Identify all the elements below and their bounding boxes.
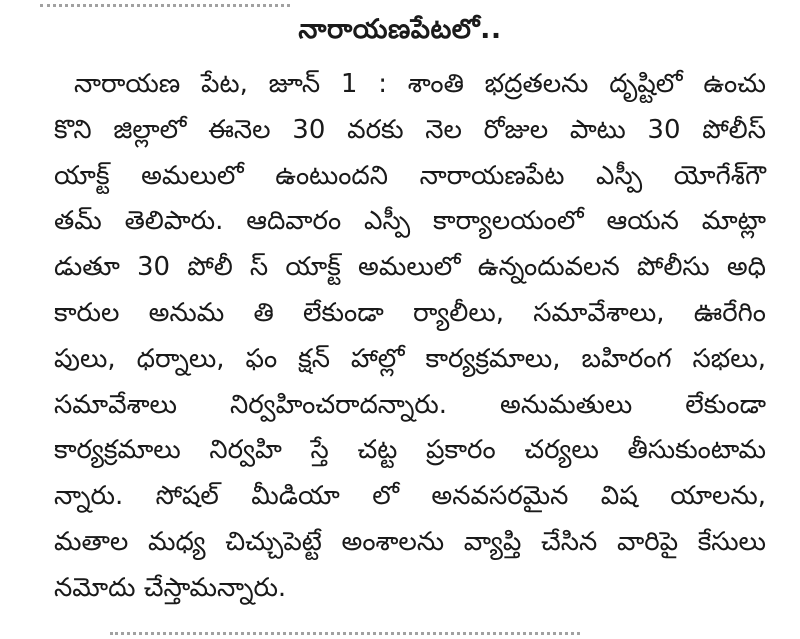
- article-line: తమ్ తెలిపారు. ఆదివారం ఎస్పీ కార్యాలయంలో ఆయన మాట్లా: [54, 206, 766, 237]
- article-line: డుతూ 30 పోలీ స్ యాక్ట్ అమలులో ఉన్నందువలన పోలీసు అధి: [54, 252, 766, 283]
- cut-off-text-top: [40, 0, 290, 7]
- cut-off-text-bottom: [110, 632, 580, 639]
- article-line: నమోదు చేస్తామన్నారు.: [54, 572, 287, 603]
- article-line: పులు, ధర్నాలు, ఫం క్షన్ హాల్లో కార్యక్రమాలు, బహిరంగ సభలు,: [54, 343, 766, 374]
- article-headline: నారాయణపేటలో..: [298, 14, 502, 45]
- article-line: కొని జిల్లాలో ఈనెల 30 వరకు నెల రోజుల పాటు 30 పోలీస్: [54, 114, 766, 145]
- article-body: [54, 62, 766, 612]
- article-line: నారాయణ పేట, జూన్ 1 : శాంతి భద్రతలను దృష్టిలో ఉంచు: [74, 69, 766, 99]
- article-line: కారుల అనుమ తి లేకుండా ర్యాలీలు, సమావేశాలు, ఊరేగిం: [54, 297, 766, 328]
- article-line: యాక్ట్ అమలులో ఉంటుందని నారాయణపేట ఎస్పీ యోగేశ్‌గౌ: [54, 160, 766, 191]
- article-line: సమావేశాలు నిర్వహించరాదన్నారు. అనుమతులు లేకుండా: [54, 389, 766, 420]
- article-line: న్నారు. సోషల్ మీడియా లో అనవసరమైన విష యాలను,: [54, 481, 766, 512]
- article-line: కార్యక్రమాలు నిర్వహి స్తే చట్ట ప్రకారం చర్యలు తీసుకుంటామ: [54, 435, 766, 466]
- article-line: మతాల మధ్య చిచ్చుపెట్టే అంశాలను వ్యాప్తి చేసిన వారిపై కేసులు: [54, 526, 766, 557]
